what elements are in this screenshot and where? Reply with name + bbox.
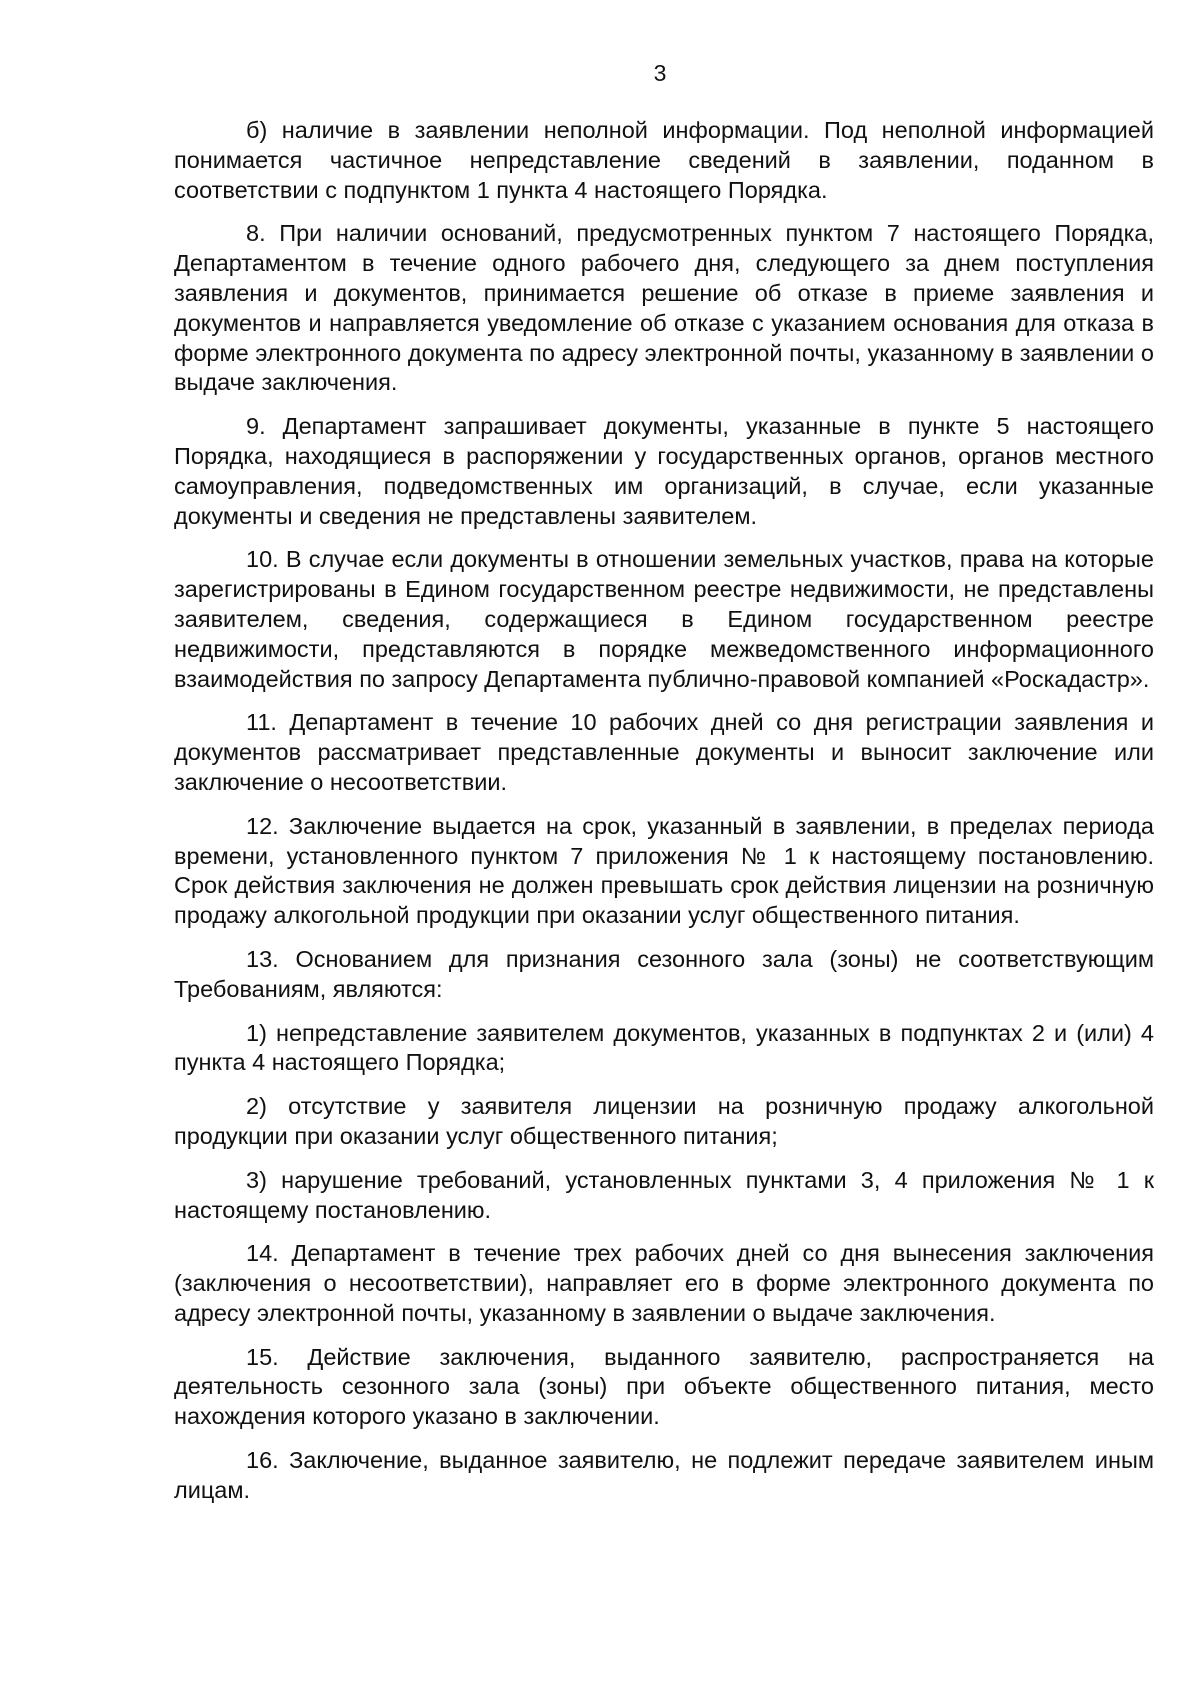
paragraph-13-item-2: 2) отсутствие у заявителя лицензии на розничную продажу алкогольной продукции при оказании услуг общественного питания; — [174, 1093, 1154, 1149]
paragraph-15: 15. Действие заключения, выданного заявителю, распространяется на деятельность сезонного зала (зоны) при объекте общественного питания, место нахождения которого указано в заключении. — [174, 1343, 1154, 1430]
paragraph-12: 12. Заключение выдается на срок, указанный в заявлении, в пределах периода времени, установленного пунктом 7 приложения № 1 к настоящему постановлению. Срок действия заключения не должен превышать срок действия лицензии на розничную продажу алкогольной продукции при оказании услуг общественного питания. — [174, 812, 1154, 929]
paragraph-10: 10. В случае если документы в отношении земельных участков, права на которые зарегистрированы в Едином государственном реестре недвижимости, не представлены заявителем, сведения, содержащиеся в Едином государственном реестре недвижимости, представляются в порядке межведомственного информационного взаимодействия по запросу Департамента публично-правовой компанией «Роскадастр». — [174, 546, 1154, 692]
paragraph-subitem-b: б) наличие в заявлении неполной информации. Под неполной информацией понимается частичное непредставление сведений в заявлении, поданном в соответствии с подпунктом 1 пункта 4 настоящего Порядка. — [174, 117, 1154, 203]
paragraph-14: 14. Департамент в течение трех рабочих дней со дня вынесения заключения (заключения о несоответствии), направляет его в форме электронного документа по адресу электронной почты, указанному в заявлении о выдаче заключения. — [174, 1240, 1154, 1326]
document-body — [174, 116, 1154, 1520]
paragraph-11: 11. Департамент в течение 10 рабочих дней со дня регистрации заявления и документов рассматривает представленные документы и выносит заключение или заключение о несоответствии. — [174, 709, 1154, 795]
paragraph-13: 13. Основанием для признания сезонного зала (зоны) не соответствующим Требованиям, являются: — [174, 945, 1154, 1002]
paragraph-9: 9. Департамент запрашивает документы, указанные в пункте 5 настоящего Порядка, находящиеся в распоряжении у государственных органов, органов местного самоуправления, подведомственных им организаций, в случае, если указанные документы и сведения не представлены заявителем. — [174, 413, 1154, 529]
paragraph-8: 8. При наличии оснований, предусмотренных пунктом 7 настоящего Порядка, Департаментом в течение одного рабочего дня, следующего за днем поступления заявления и документов, принимается решение об отказе в приеме заявления и документов и направляется уведомление об отказе с указанием основания для отказа в форме электронного документа по адресу электронной почты, указанному в заявлении о выдаче заключения. — [174, 220, 1154, 396]
paragraph-16: 16. Заключение, выданное заявителю, не подлежит передаче заявителем иным лицам. — [174, 1447, 1154, 1503]
paragraph-13-item-3: 3) нарушение требований, установленных пунктами 3, 4 приложения № 1 к настоящему постановлению. — [174, 1166, 1154, 1223]
page-number: 3 — [653, 60, 667, 86]
paragraph-13-item-1: 1) непредставление заявителем документов, указанных в подпунктах 2 и (или) 4 пункта 4 настоящего Порядка; — [174, 1019, 1154, 1076]
